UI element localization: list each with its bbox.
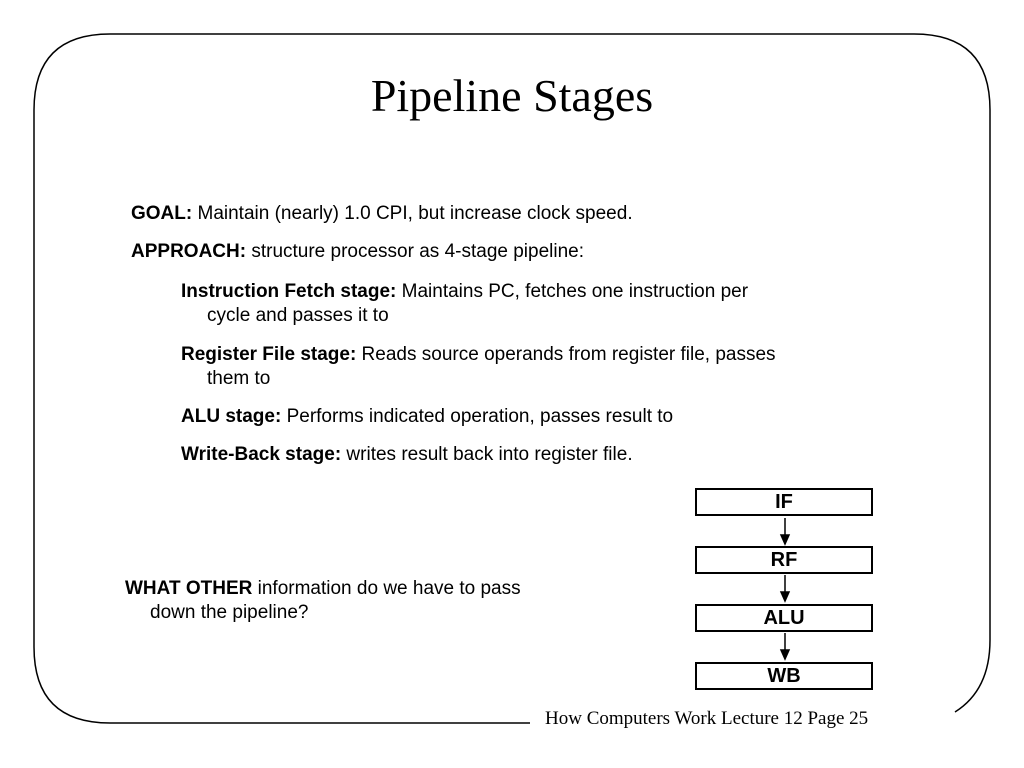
wb-stage-label: Write-Back stage: — [181, 444, 342, 465]
rf-stage-label: Register File stage: — [181, 344, 357, 365]
rf-stage-line-2: them to — [207, 368, 271, 389]
pipeline-box-alu: ALU — [695, 604, 873, 632]
goal-label: GOAL: — [131, 203, 193, 224]
question-label: WHAT OTHER — [125, 578, 253, 599]
alu-stage-text: Performs indicated operation, passes result to — [281, 406, 674, 427]
wb-stage-text: writes result back into register file. — [341, 444, 633, 465]
alu-stage-label: ALU stage: — [181, 406, 282, 427]
slide-footer: How Computers Work Lecture 12 Page 25 — [545, 708, 869, 729]
pipeline-box-rf: RF — [695, 546, 873, 574]
approach-text: structure processor as 4-stage pipeline: — [246, 241, 585, 262]
rf-stage-text: Reads source operands from register file, passes — [356, 344, 776, 365]
pipeline-box-wb: WB — [695, 662, 873, 690]
goal-text: Maintain (nearly) 1.0 CPI, but increase clock speed. — [192, 203, 633, 224]
if-stage-line-2: cycle and passes it to — [207, 305, 389, 326]
question-line-2: down the pipeline? — [150, 602, 309, 623]
question-text: information do we have to pass — [252, 578, 521, 599]
approach-label: APPROACH: — [131, 241, 247, 262]
if-stage-label: Instruction Fetch stage: — [181, 281, 397, 302]
if-stage-text: Maintains PC, fetches one instruction per — [396, 281, 749, 302]
pipeline-box-if: IF — [695, 488, 873, 516]
slide-title: Pipeline Stages — [370, 70, 654, 121]
